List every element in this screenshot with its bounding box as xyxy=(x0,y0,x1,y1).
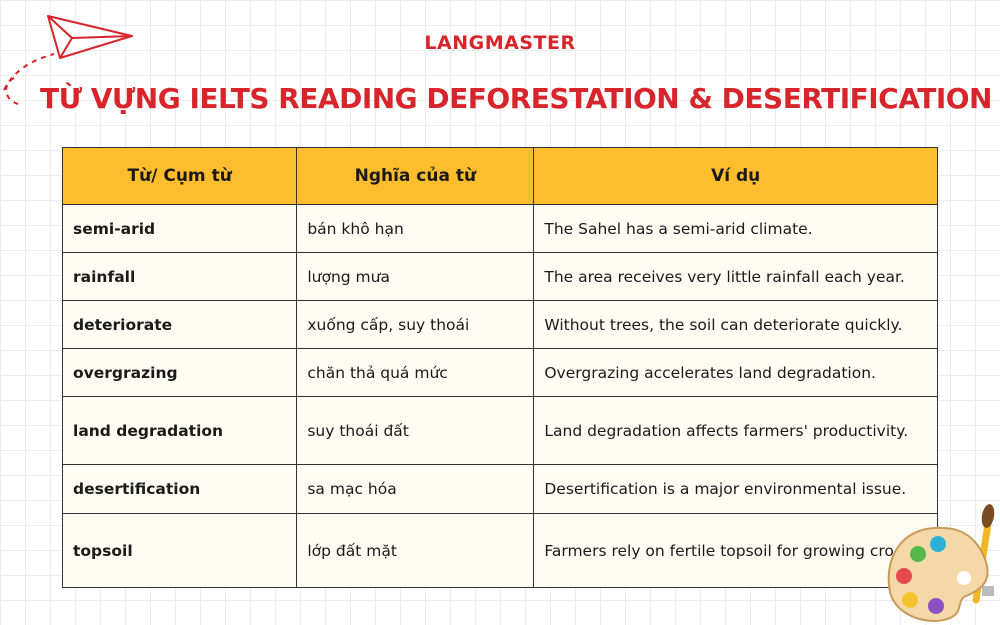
cell-meaning: xuống cấp, suy thoái xyxy=(297,301,534,349)
cell-example: The area receives very little rainfall each year. xyxy=(534,253,938,301)
cell-word: overgrazing xyxy=(63,349,297,397)
cell-example: Land degradation affects farmers' productivity. xyxy=(534,397,938,465)
cell-word: desertification xyxy=(63,465,297,514)
cell-word: land degradation xyxy=(63,397,297,465)
table-row xyxy=(63,514,938,588)
table-header-row xyxy=(63,148,938,205)
cell-word: topsoil xyxy=(63,514,297,588)
table-row xyxy=(63,205,938,253)
table-row xyxy=(63,349,938,397)
table-row xyxy=(63,397,938,465)
cell-word: semi-arid xyxy=(63,205,297,253)
cell-meaning: lớp đất mặt xyxy=(297,514,534,588)
column-header-example: Ví dụ xyxy=(534,148,938,205)
cell-example: Without trees, the soil can deteriorate quickly. xyxy=(534,301,938,349)
cell-word: deteriorate xyxy=(63,301,297,349)
cell-example: Desertification is a major environmental issue. xyxy=(534,465,938,514)
cell-example: Overgrazing accelerates land degradation. xyxy=(534,349,938,397)
cell-meaning: bán khô hạn xyxy=(297,205,534,253)
column-header-meaning: Nghĩa của từ xyxy=(297,148,534,205)
table-row xyxy=(63,253,938,301)
column-header-word: Từ/ Cụm từ xyxy=(63,148,297,205)
cell-meaning: chăn thả quá mức xyxy=(297,349,534,397)
cell-meaning: suy thoái đất xyxy=(297,397,534,465)
cell-example: Farmers rely on fertile topsoil for growing cro xyxy=(534,514,938,588)
cell-example: The Sahel has a semi-arid climate. xyxy=(534,205,938,253)
table-row xyxy=(63,301,938,349)
table-row xyxy=(63,465,938,514)
cell-meaning: sa mạc hóa xyxy=(297,465,534,514)
cell-word: rainfall xyxy=(63,253,297,301)
brand-logo: LANGMASTER xyxy=(424,32,576,54)
page-title: TỪ VỰNG IELTS READING DEFORESTATION & DESERTIFICATION xyxy=(40,82,992,115)
vocabulary-table xyxy=(62,147,938,588)
cell-meaning: lượng mưa xyxy=(297,253,534,301)
paint-palette-icon xyxy=(880,500,1000,625)
